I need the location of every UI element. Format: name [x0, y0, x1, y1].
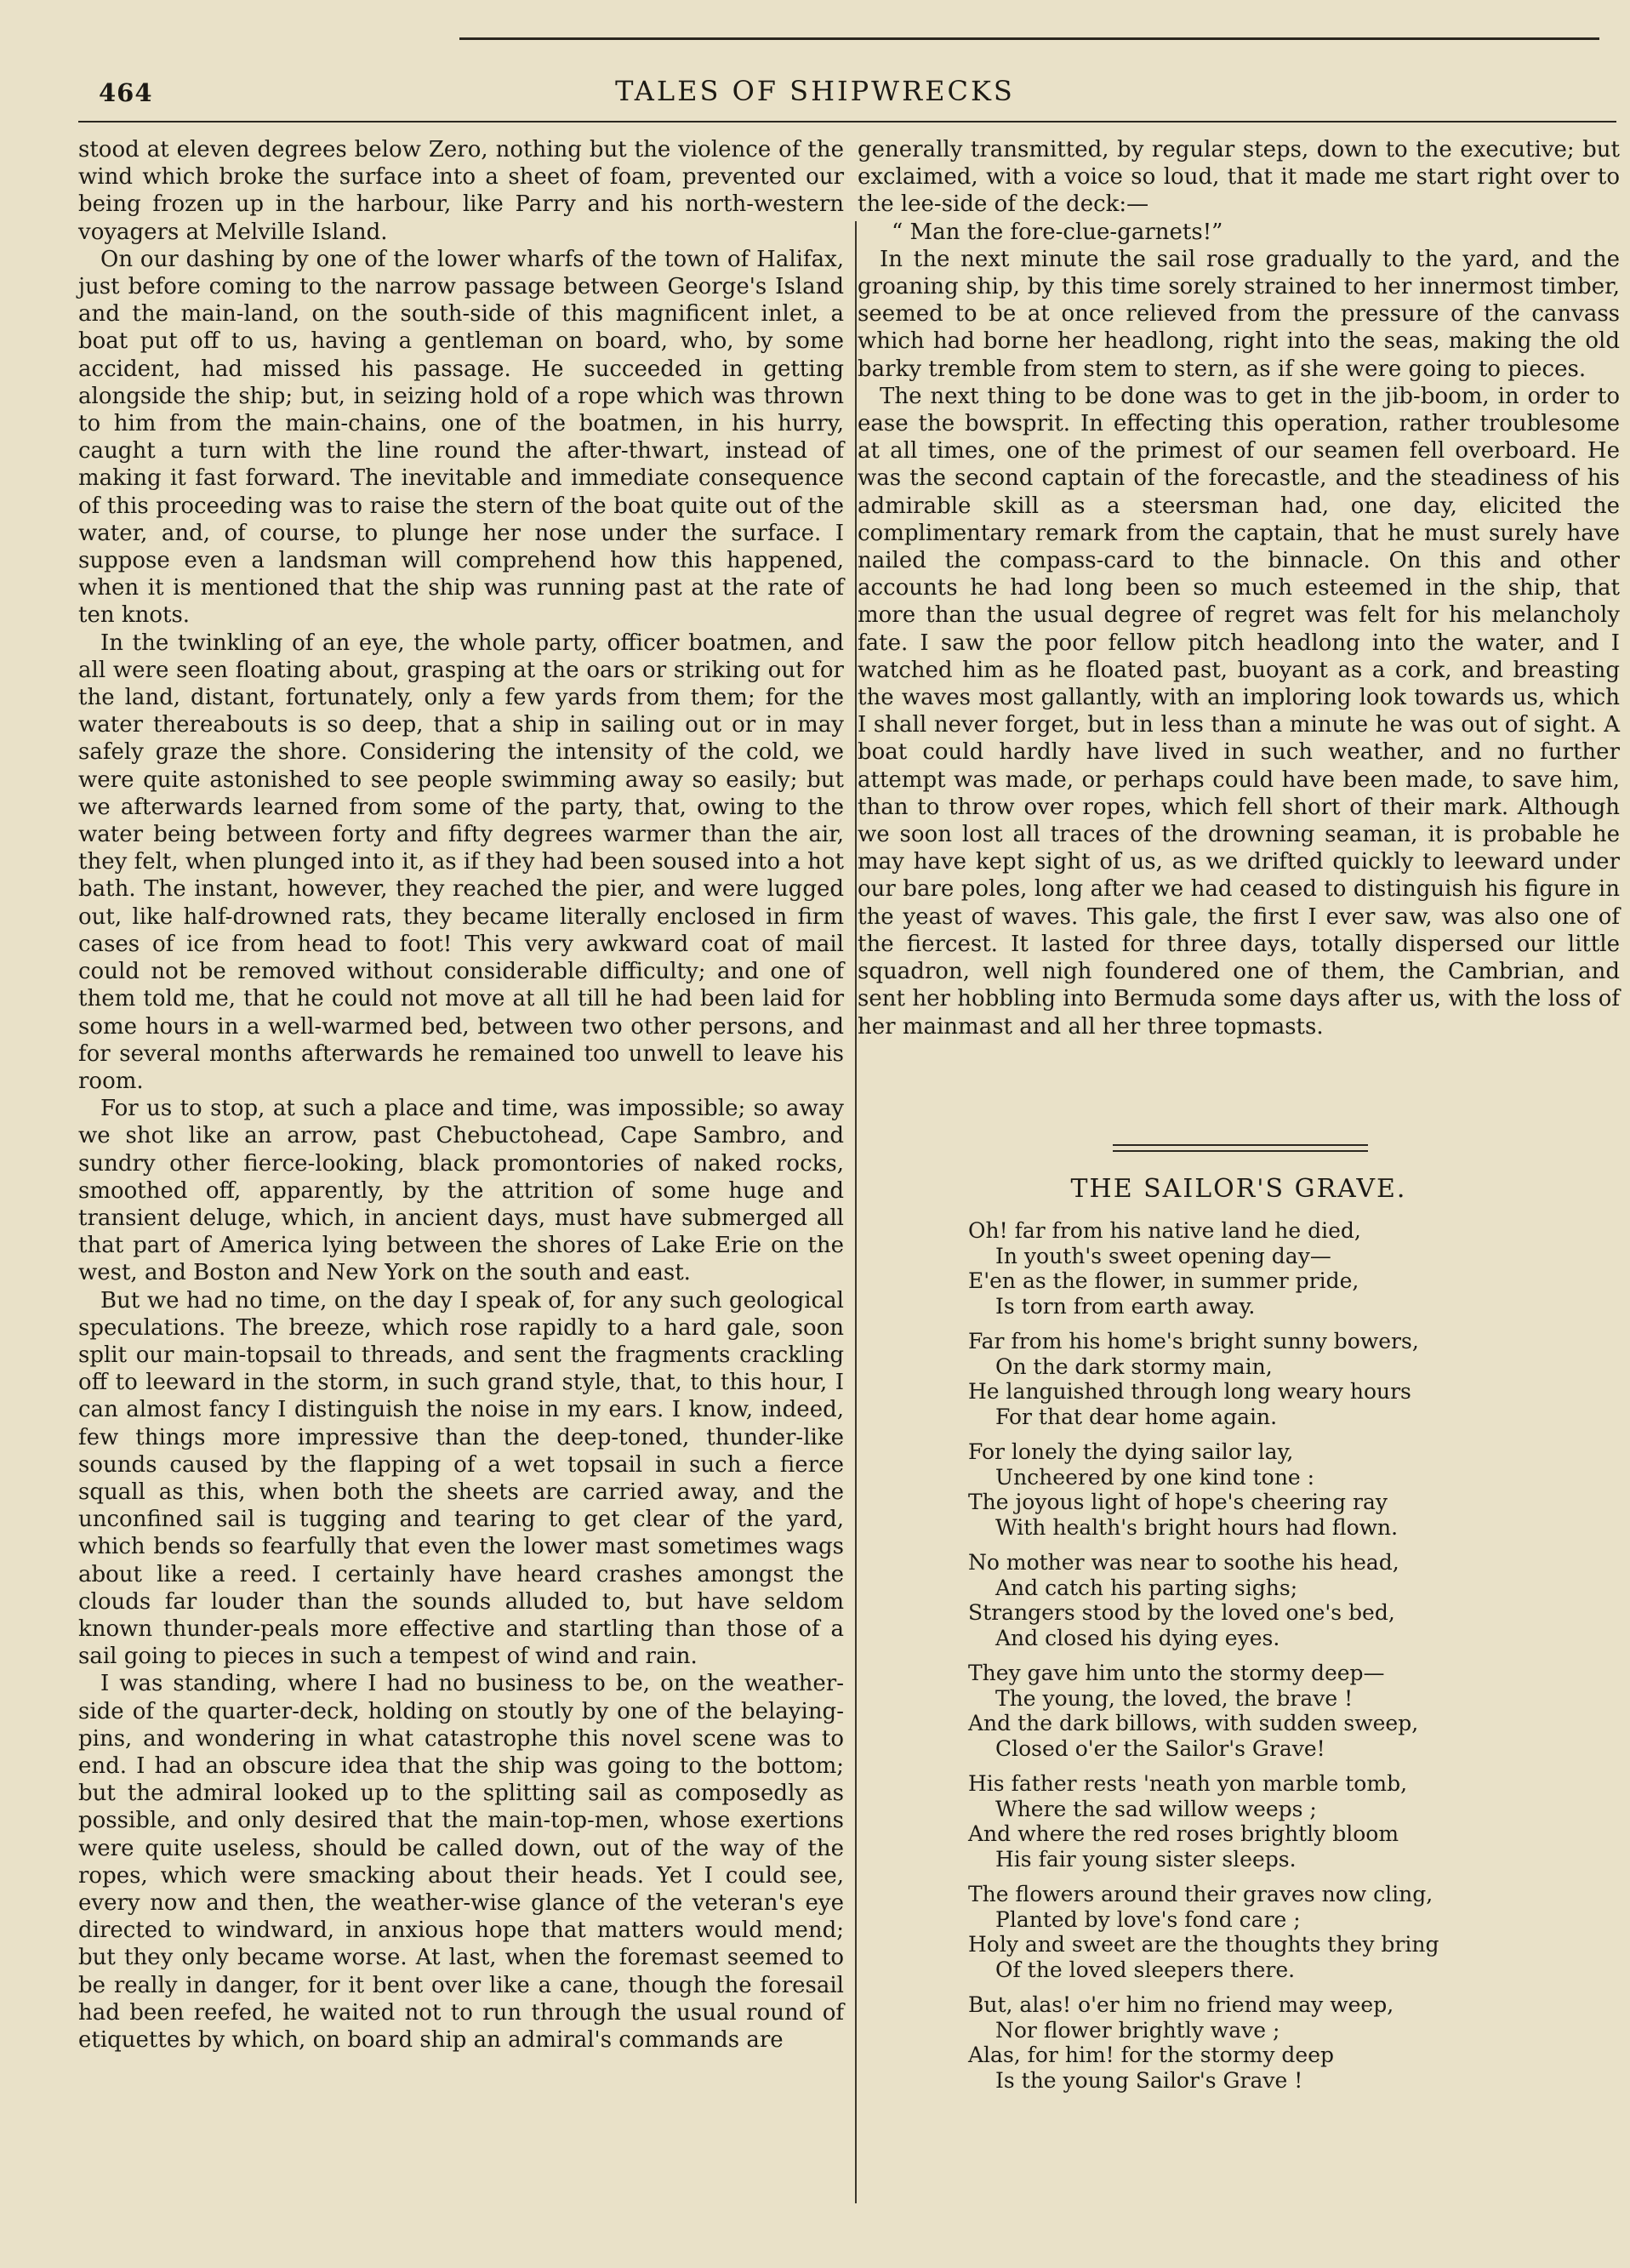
poem-line: Nor flower brightly wave ; [995, 2017, 1280, 2043]
poem-stanza [968, 1771, 1615, 1872]
poem-line: But, alas! o'er him no friend may weep, [968, 1992, 1394, 2017]
poem-line: He languished through long weary hours [968, 1379, 1411, 1404]
poem-line: E'en as the flower, in summer pride, [968, 1268, 1359, 1293]
poem-line: Of the loved sleepers there. [995, 1957, 1296, 1982]
page-number: 464 [99, 78, 153, 107]
paragraph: generally transmitted, by regular steps, down to the executive; but exclaimed, with a voice so loud, that it made me start right over to the lee-side of the deck:— [858, 137, 1620, 218]
poem-line: Alas, for him! for the stormy deep [968, 2043, 1335, 2067]
poem-line: No mother was near to soothe his head, [968, 1550, 1399, 1575]
paragraph: stood at eleven degrees below Zero, nothing but the violence of the wind which broke the surface into a sheet of foam, prevented our being frozen up in the harbour, like Parry and his north-western voyagers at Melville Island. [78, 137, 844, 245]
poem-line: With health's bright hours had flown. [995, 1514, 1399, 1540]
poem-title: THE SAILOR'S GRAVE. [1070, 1174, 1407, 1204]
poem-line: They gave him unto the stormy deep— [968, 1661, 1385, 1685]
right-column [858, 136, 1620, 1040]
poem-line: And closed his dying eyes. [995, 1625, 1280, 1650]
poem-line: The joyous light of hope's cheering ray [968, 1490, 1388, 1514]
poem-line: On the dark stormy main, [995, 1353, 1273, 1379]
paragraph: In the next minute the sail rose gradually to the yard, and the groaning ship, by this time sorely strained to her innermost timber, seemed to be at once relieved from the pressure of the canvass which had borne her headlong, right into the seas, making the old barky tremble from stem to stern, as if she were going to pieces. [858, 246, 1620, 382]
paragraph: The next thing to be done was to get in the jib-boom, in order to ease the bowsprit. In effecting this operation, rather troublesome at all times, one of the primest of our seamen fell overboard. He was the second captain of the forecastle, and the steadiness of his admirable skill as a steersman had, one day, elicited the complimentary remark from the captain, that he must surely have nailed the compass-card to the binnacle. On this and other accounts he had long been so much esteemed in the ship, that more than the usual degree of regret was felt for his melancholy fate. I saw the poor fellow pitch headlong into the water, and I watched him as he floated past, buoyant as a cork, and breasting the waves most gallantly, with an imploring look towards us, which I shall never forget, but in less than a minute he was out of sight. A boat could hardly have lived in such weather, and no further attempt was made, or perhaps could have been made, to save him, than to throw over ropes, which fell short of their mark. Although we soon lost all traces of the drowning seaman, it is probable he may have kept sight of us, as we drifted quickly to leeward under our bare poles, long after we had ceased to distinguish his figure in the yeast of waves. This gale, the first I ever saw, was also one of the fiercest. It lasted for three days, totally dispersed our little squadron, well nigh foundered one of them, the Cambrian, and sent her hobbling into Bermuda some days after us, with the loss of her mainmast and all her three topmasts. [858, 383, 1620, 1040]
poem-line: Where the sad willow weeps ; [995, 1796, 1317, 1821]
poem-stanza [968, 1218, 1615, 1319]
poem-line: For lonely the dying sailor lay, [968, 1439, 1294, 1464]
left-column [78, 136, 844, 2054]
poem-line: The young, the loved, the brave ! [995, 1685, 1354, 1711]
poem-line: Uncheered by one kind tone : [995, 1464, 1315, 1490]
paragraph: On our dashing by one of the lower wharfs of the town of Halifax, just before coming to the narrow passage between George's Island and the main-land, on the south-side of this magnificent inlet, a boat put off to us, having a gentleman on board, who, by some accident, had missed his passage. He succeeded in getting alongside the ship; but, in seizing hold of a rope which was thrown to him from the main-chains, one of the boatmen, in his hurry, caught a turn with the line round the after-thwart, instead of making it fast forward. The inevitable and immediate consequence of this proceeding was to raise the stern of the boat quite out of the water, and, of course, to plunge her nose under the surface. I suppose even a landsman will comprehend how this happened, when it is mentioned that the ship was running past at the rate of ten knots. [78, 246, 844, 629]
poem-line: Holy and sweet are the thoughts they bring [968, 1932, 1439, 1957]
poem-stanza [968, 1661, 1615, 1761]
poem-line: For that dear home again. [995, 1404, 1278, 1429]
poem-stanza [968, 1882, 1615, 1982]
poem-line: And the dark billows, with sudden sweep, [968, 1711, 1419, 1735]
poem-separator-rule [1113, 1150, 1368, 1152]
poem-stanza [968, 1329, 1615, 1429]
poem-line: Strangers stood by the loved one's bed, [968, 1600, 1395, 1625]
poem-line: Far from his home's bright sunny bowers, [968, 1329, 1419, 1353]
poem-line: In youth's sweet opening day— [995, 1243, 1331, 1268]
running-head: TALES OF SHIPWRECKS [615, 75, 1015, 107]
poem-line: Planted by love's fond care ; [995, 1906, 1301, 1932]
poem-separator-rule [1113, 1144, 1368, 1146]
paragraph: In the twinkling of an eye, the whole party, officer boatmen, and all were seen floating about, grasping at the oars or striking out for the land, distant, fortunately, only a few yards from them; for the water thereabouts is so deep, that a ship in sailing out or in may safely graze the shore. Considering the intensity of the cold, we were quite astonished to see people swimming away so easily; but we afterwards learned from some of the party, that, owing to the water being between forty and fifty degrees warmer than the air, they felt, when plunged into it, as if they had been soused into a hot bath. The instant, however, they reached the pier, and were lugged out, like half-drowned rats, they became literally enclosed in firm cases of ice from head to foot! This very awkward coat of mail could not be removed without considerable difficulty; and one of them told me, that he could not move at all till he had been laid for some hours in a well-warmed bed, between two other persons, and for several months afterwards he remained too unwell to leave his room. [78, 630, 844, 1094]
top-rule [459, 37, 1599, 40]
poem-line: And where the red roses brightly bloom [968, 1821, 1399, 1846]
poem-line: And catch his parting sighs; [995, 1575, 1298, 1600]
poem-stanza [968, 1439, 1615, 1540]
poem [968, 1218, 1615, 2103]
poem-line: Closed o'er the Sailor's Grave! [995, 1735, 1325, 1761]
column-divider [855, 221, 857, 2203]
poem-line: Is the young Sailor's Grave ! [995, 2067, 1303, 2093]
poem-line: The flowers around their graves now cling, [968, 1882, 1433, 1906]
paragraph: But we had no time, on the day I speak of, for any such geological speculations. The breeze, which rose rapidly to a hard gale, soon split our main-topsail to threads, and sent the fragments crackling off to leeward in the storm, in such grand style, that, to this hour, I can almost fancy I distinguish the noise in my ears. I know, indeed, few things more impressive than the deep-toned, thunder-like sounds caused by the flapping of a wet topsail in such a fierce squall as this, when both the sheets are carried away, and the unconfined sail is tugging and tearing to get clear of the yard, which bends so fearfully that even the lower mast sometimes wags about like a reed. I certainly have heard crashes amongst the clouds far louder than the sounds alluded to, but have seldom known thunder-peals more effective and startling than those of a sail going to pieces in such a tempest of wind and rain. [78, 1287, 844, 1670]
poem-line: His father rests 'neath yon marble tomb, [968, 1771, 1408, 1796]
poem-line: Is torn from earth away. [995, 1293, 1256, 1319]
poem-stanza [968, 1992, 1615, 2093]
quoted-command: “ Man the fore-clue-garnets!” [892, 219, 1223, 245]
poem-line: Oh! far from his native land he died, [968, 1218, 1361, 1243]
header-rule [78, 121, 1616, 123]
paragraph: I was standing, where I had no business to be, on the weather-side of the quarter-deck, holding on stoutly by one of the belaying-pins, and wondering in what catastrophe this novel scene was to end. I had an obscure idea that the ship was going to the bottom; but the admiral looked up to the splitting sail as composedly as possible, and only desired that the main-top-men, whose exertions were quite useless, should be called down, out of the way of the ropes, which were smacking about their heads. Yet I could see, every now and then, the weather-wise glance of the veteran's eye directed to windward, in anxious hope that matters would mend; but they only became worse. At last, when the foremast seemed to be really in danger, for it bent over like a cane, though the foresail had been reefed, he waited not to run through the usual round of etiquettes by which, on board ship an admiral's commands are [78, 1671, 844, 2054]
poem-stanza [968, 1550, 1615, 1650]
paragraph: For us to stop, at such a place and time, was impossible; so away we shot like an arrow, past Chebuctohead, Cape Sambro, and sundry other fierce-looking, black promontories of naked rocks, smoothed off, apparently, by the attrition of some huge and transient deluge, which, in ancient days, must have submerged all that part of America lying between the shores of Lake Erie on the west, and Boston and New York on the south and east. [78, 1096, 844, 1286]
poem-line: His fair young sister sleeps. [995, 1846, 1297, 1872]
